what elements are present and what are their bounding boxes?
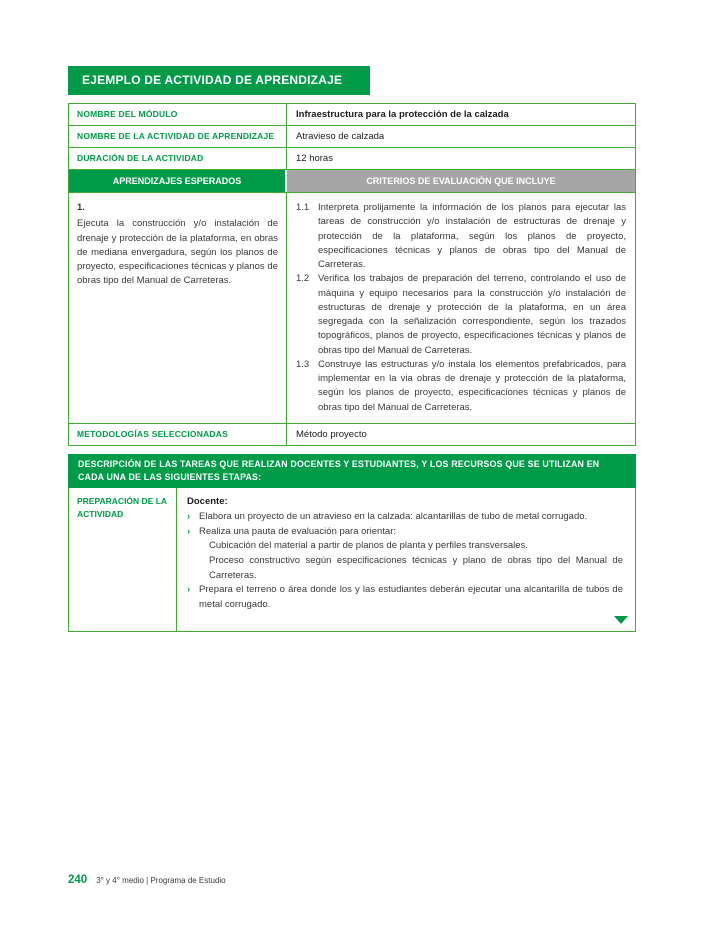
bullet-icon: › — [187, 584, 191, 596]
role-heading: Docente: — [187, 496, 228, 508]
page-title — [68, 66, 370, 95]
list-item-text: Realiza una pauta de evaluación para orientar: — [199, 525, 396, 537]
module-label: NOMBRE DEL MÓDULO — [69, 104, 287, 125]
table-row-activity-name — [69, 126, 635, 148]
activity-name-label: NOMBRE DE LA ACTIVIDAD DE APRENDIZAJE — [69, 126, 287, 147]
criterion-item — [296, 201, 626, 272]
preparation-content — [177, 488, 635, 631]
criterion-number: 1.1 — [296, 202, 310, 213]
bullet-icon: › — [187, 525, 191, 537]
preparation-section — [68, 488, 636, 632]
criteria-cell — [287, 193, 635, 423]
expected-learning-number: 1. — [77, 202, 85, 213]
evaluation-criteria-header: CRITERIOS DE EVALUACIÓN QUE INCLUYE — [287, 170, 635, 192]
page-number: 240 — [68, 874, 88, 886]
table-header-row — [69, 170, 635, 193]
methodology-value: Método proyecto — [296, 428, 367, 440]
table-row-duration — [69, 148, 635, 170]
list-item — [187, 525, 623, 540]
list-item — [187, 583, 623, 612]
page-title-label: EJEMPLO DE ACTIVIDAD DE APRENDIZAJE — [82, 73, 343, 87]
expected-learning-header: APRENDIZAJES ESPERADOS — [69, 170, 287, 192]
table-row-module — [69, 104, 635, 126]
footer-text: 3° y 4° medio | Programa de Estudio — [96, 876, 226, 885]
description-banner: DESCRIPCIÓN DE LAS TAREAS QUE REALIZAN DOCENTES Y ESTUDIANTES, Y LOS RECURSOS QUE SE UTILIZAN EN CADA UNA DE LAS SIGUIENTES ETAPAS: — [68, 454, 636, 488]
continuation-arrow-icon — [614, 616, 628, 624]
module-value: Infraestructura para la protección de la calzada — [296, 109, 509, 120]
list-item-text: Elabora un proyecto de un atravieso en la calzada: alcantarillas de tubo de metal corrugado. — [199, 510, 588, 522]
list-item — [187, 510, 623, 525]
activity-name-value: Atravieso de calzada — [296, 131, 385, 142]
document-content — [68, 66, 636, 632]
expected-learning-cell — [69, 193, 287, 423]
page-footer — [68, 874, 226, 886]
criterion-item — [296, 272, 626, 358]
table-row-methodology — [69, 424, 635, 445]
list-subitem-text: Cubicación del material a partir de planos de planta y perfiles transversales. — [209, 540, 528, 552]
criterion-text: Interpreta prolijamente la información de los planos para ejecutar las tareas de construcción y/o instalación de estructuras de drenaje y protección de la plataforma, según los planos de proyecto, especificaciones técnicas y planos de obras tipo del Manual de Carreteras. — [318, 202, 626, 270]
activity-table — [68, 103, 636, 446]
list-item-text: Prepara el terreno o área donde los y las estudiantes deberán ejecutar una alcantarilla de tubos de metal corrugado. — [199, 584, 623, 611]
criterion-number: 1.3 — [296, 358, 310, 370]
criterion-item — [296, 358, 626, 415]
criterion-text: Construye las estructuras y/o instala los elementos prefabricados, para implementar en la via obras de drenaje y protección de la plataforma, según los planos de proyecto, especificaciones técnicas y planos de obras tipo del Manual de Carreteras. — [318, 358, 626, 413]
expected-learning-text: Ejecuta la construcción y/o instalación de drenaje y protección de la plataforma, en obras de mediana envergadura, según los planos de proyecto, especificaciones técnicas y planos de obras tipo del Manual de Carreteras. — [77, 218, 278, 287]
duration-value: 12 horas — [296, 153, 333, 164]
criterion-number: 1.2 — [296, 273, 310, 285]
list-subitem-text: Proceso constructivo según especificaciones técnicas y plano de obras tipo del Manual de Carreteras. — [209, 555, 623, 581]
preparation-label: PREPARACIÓN DE LA ACTIVIDAD — [69, 488, 177, 631]
methodology-label: METODOLOGÍAS SELECCIONADAS — [69, 424, 287, 445]
table-body-row — [69, 193, 635, 424]
bullet-icon: › — [187, 510, 191, 522]
criterion-text: Verifica los trabajos de preparación del terreno, controlando el uso de máquina y equipo necesarios para la construcción y/o instalación de estructuras de drenaje y protección de la plataforma, en un área segregada con la señalización correspondiente, según los trazados topográficos, planos de proyecto, especificaciones técnicas y planos de obras tipo del Manual de Carreteras. — [318, 273, 626, 356]
duration-label: DURACIÓN DE LA ACTIVIDAD — [69, 148, 287, 169]
